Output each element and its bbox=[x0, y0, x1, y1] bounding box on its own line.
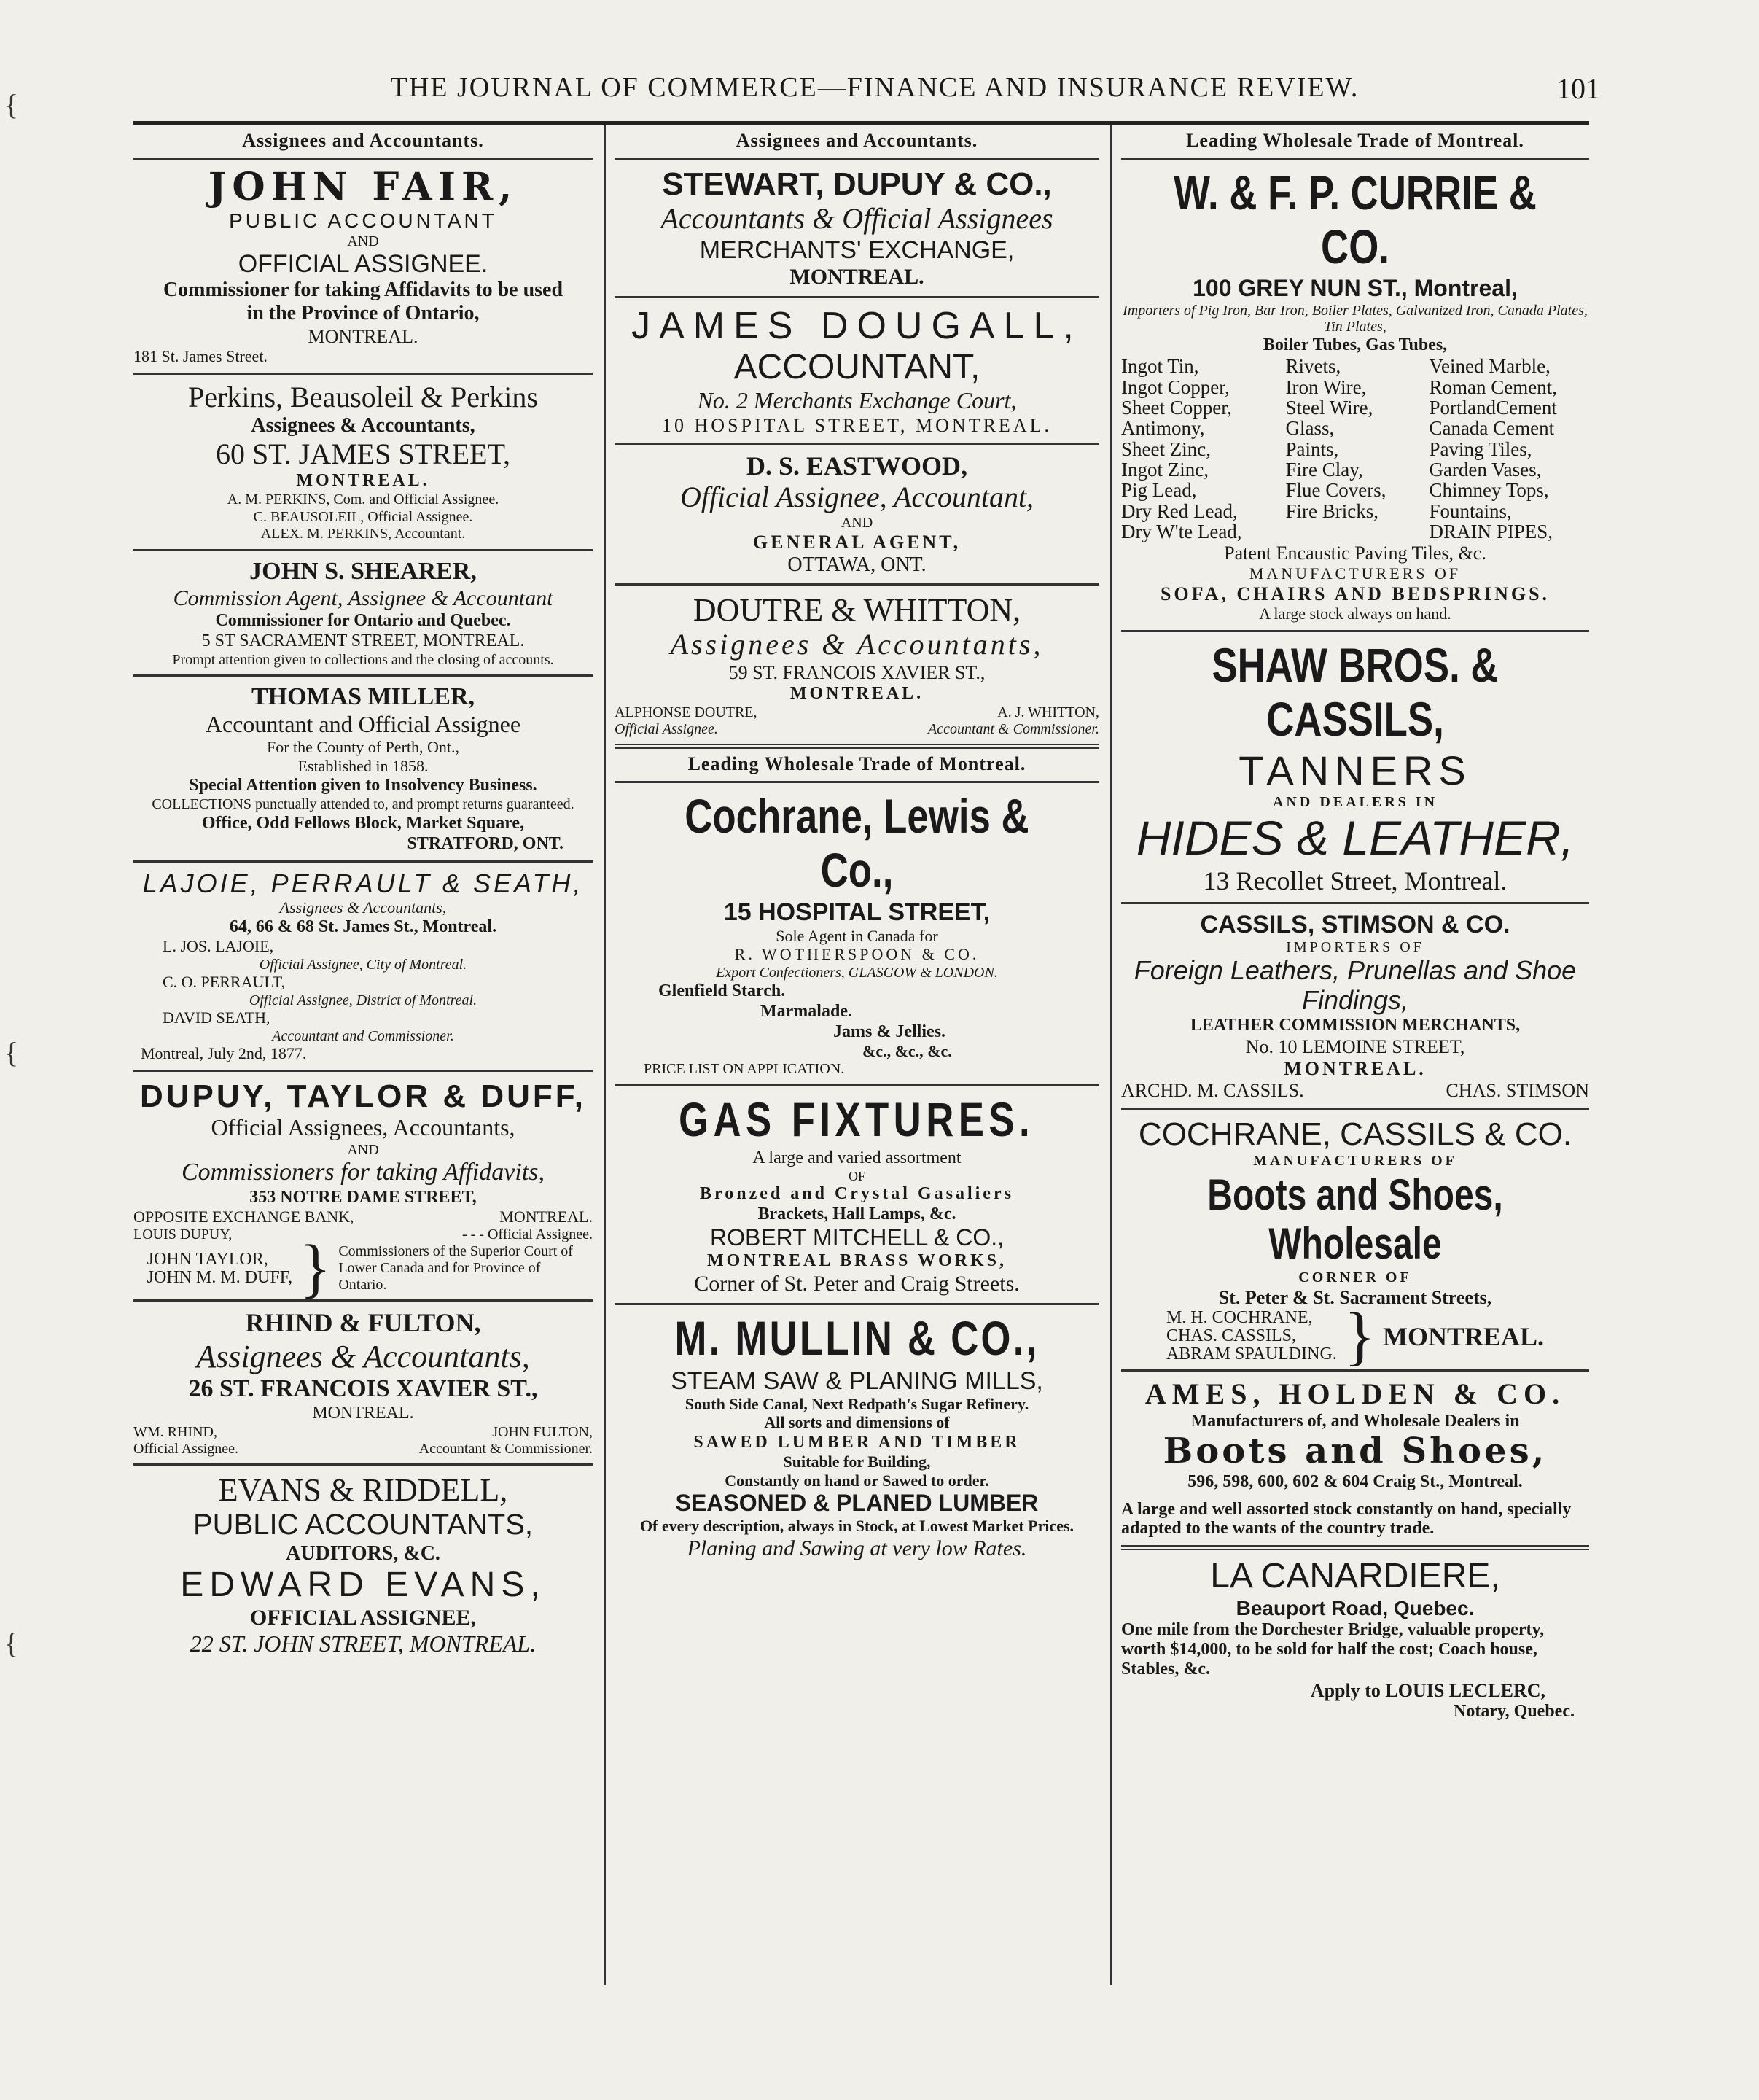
ad-line: Corner of St. Peter and Craig Streets. bbox=[694, 1272, 1020, 1296]
section-heading: Leading Wholesale Trade of Montreal. bbox=[615, 749, 1099, 783]
ad-line: Notary, Quebec. bbox=[1454, 1702, 1575, 1722]
ad-line: &c., &c., &c. bbox=[862, 1041, 952, 1060]
brace-glyph: } bbox=[300, 1232, 332, 1304]
section-heading: Leading Wholesale Trade of Montreal. bbox=[1121, 125, 1589, 160]
ad-title: JOHN FAIR, bbox=[208, 165, 518, 209]
ad-line: 22 ST. JOHN STREET, MONTREAL. bbox=[190, 1630, 537, 1657]
ad-line: Of every description, always in Stock, at Lowest Market Prices. bbox=[639, 1517, 1074, 1536]
ad-line: MONTREAL. bbox=[789, 683, 924, 703]
ad-rhind-fulton bbox=[133, 1302, 593, 1466]
column-divider bbox=[604, 125, 606, 1985]
ad-line: Accountant and Commissioner. bbox=[272, 1027, 454, 1044]
ad-line: Boiler Tubes, Gas Tubes, bbox=[1263, 335, 1448, 355]
ad-line: C. BEAUSOLEIL, Official Assignee. bbox=[253, 508, 473, 525]
goods-item: Sheet Zinc, bbox=[1121, 438, 1211, 460]
ad-line: JOHN M. M. DUFF, bbox=[147, 1267, 293, 1287]
ad-cochrane-lewis bbox=[615, 783, 1099, 1086]
ad-line: Sole Agent in Canada for bbox=[776, 926, 938, 945]
ad-line: 10 HOSPITAL STREET, MONTREAL. bbox=[662, 414, 1052, 436]
ad-line: Assignees & Accountants, bbox=[251, 414, 475, 438]
ad-evans-riddell bbox=[133, 1466, 593, 1664]
ad-line: STRATFORD, ONT. bbox=[407, 833, 563, 853]
binding-ornament-icon: { bbox=[4, 88, 19, 121]
ad-james-dougall bbox=[615, 298, 1099, 445]
ad-title: COCHRANE, CASSILS & CO. bbox=[1138, 1116, 1572, 1153]
ad-title: THOMAS MILLER, bbox=[251, 683, 475, 711]
ad-line: - - - Official Assignee. bbox=[461, 1226, 593, 1243]
ad-title: GAS FIXTURES. bbox=[679, 1092, 1035, 1146]
ad-line: Official Assignee, City of Montreal. bbox=[259, 956, 467, 973]
ad-title: RHIND & FULTON, bbox=[245, 1308, 481, 1338]
ad-thomas-miller bbox=[133, 677, 593, 862]
ad-line: For the County of Perth, Ont., bbox=[267, 738, 459, 757]
ad-line: A large and well assorted stock constantly on hand, specially adapted to the wants of the country trade. bbox=[1121, 1499, 1572, 1539]
ad-line: SOFA, CHAIRS AND BEDSPRINGS. bbox=[1160, 583, 1551, 605]
ad-line: Official Assignee. bbox=[615, 720, 718, 737]
ad-title: D. S. EASTWOOD, bbox=[746, 451, 968, 481]
goods-item: Ingot Tin, bbox=[1121, 355, 1199, 378]
goods-item: Chimney Tops, bbox=[1429, 479, 1549, 502]
ad-line: 59 ST. FRANCOIS XAVIER ST., bbox=[728, 661, 986, 683]
ad-line: STEAM SAW & PLANING MILLS, bbox=[671, 1366, 1043, 1395]
ad-title: AMES, HOLDEN & CO. bbox=[1144, 1377, 1566, 1411]
goods-item: Ingot Zinc, bbox=[1121, 459, 1209, 481]
ad-line: ARCHD. M. CASSILS. bbox=[1121, 1080, 1304, 1102]
ad-line: No. 10 LEMOINE STREET, bbox=[1245, 1035, 1465, 1057]
ad-line: Commissioner for Ontario and Quebec. bbox=[215, 611, 511, 631]
ad-line: CHAS. CASSILS, bbox=[1166, 1326, 1297, 1345]
ad-line: Apply to LOUIS LECLERC, bbox=[1310, 1680, 1545, 1702]
ad-line: Commission Agent, Assignee & Accountant bbox=[173, 586, 553, 610]
ad-line: OFFICIAL ASSIGNEE. bbox=[238, 249, 488, 278]
ad-line: Assignees & Accountants, bbox=[279, 898, 447, 917]
column-2 bbox=[615, 125, 1099, 1991]
ad-line: in the Province of Ontario, bbox=[246, 302, 480, 325]
ad-line: St. Peter & St. Sacrament Streets, bbox=[1218, 1286, 1492, 1308]
ad-line: Assignees & Accountants, bbox=[670, 627, 1044, 661]
ad-line: Boots and Shoes, Wholesale bbox=[1207, 1170, 1503, 1269]
goods-list bbox=[1121, 356, 1589, 542]
ad-line: ROBERT MITCHELL & CO., bbox=[709, 1224, 1005, 1251]
ad-line: AND DEALERS IN bbox=[1272, 794, 1438, 811]
ad-line: Accountant & Commissioner. bbox=[418, 1440, 593, 1457]
ad-line: MONTREAL. bbox=[296, 471, 430, 491]
ad-line: R. WOTHERSPOON & CO. bbox=[734, 945, 980, 964]
ad-line: ALPHONSE DOUTRE, bbox=[615, 704, 757, 720]
goods-item bbox=[1286, 521, 1425, 542]
ad-title: LAJOIE, PERRAULT & SEATH, bbox=[142, 868, 584, 898]
page-number: 101 bbox=[1556, 72, 1600, 105]
ad-lajoie bbox=[133, 863, 593, 1072]
ad-line: Commissioners for taking Affidavits, bbox=[181, 1159, 545, 1186]
ad-line: 60 ST. JAMES STREET, bbox=[215, 437, 511, 470]
ad-line: MONTREAL. bbox=[499, 1208, 593, 1226]
ad-title: EVANS & RIDDELL, bbox=[218, 1471, 508, 1508]
goods-item: DRAIN PIPES, bbox=[1429, 521, 1553, 543]
ad-line: ALEX. M. PERKINS, Accountant. bbox=[260, 526, 466, 542]
ad-stewart-dupuy bbox=[615, 160, 1099, 298]
ad-eastwood bbox=[615, 445, 1099, 586]
ad-line: Boots and Shoes, bbox=[1163, 1430, 1548, 1471]
ad-line: 596, 598, 600, 602 & 604 Craig St., Montreal. bbox=[1187, 1471, 1523, 1491]
ad-line: Commissioner for taking Affidavits to be used bbox=[163, 279, 563, 302]
goods-item: Glass, bbox=[1285, 417, 1335, 440]
ad-title: JOHN S. SHEARER, bbox=[249, 557, 477, 585]
ad-line: AND bbox=[841, 514, 873, 531]
ad-line: Export Confectioners, GLASGOW & LONDON. bbox=[716, 964, 998, 981]
brace-glyph: } bbox=[1343, 1299, 1376, 1372]
ad-line: MONTREAL. bbox=[1284, 1058, 1427, 1080]
goods-item: Canada Cement bbox=[1429, 417, 1555, 440]
goods-item: Dry W'te Lead, bbox=[1121, 521, 1242, 543]
goods-item: Veined Marble, bbox=[1429, 355, 1551, 378]
ad-line: Planing and Sawing at very low Rates. bbox=[687, 1536, 1027, 1560]
goods-item: Garden Vases, bbox=[1429, 459, 1542, 481]
ad-perkins bbox=[133, 375, 593, 551]
ad-line: Brackets, Hall Lamps, &c. bbox=[757, 1204, 956, 1224]
ad-line: COLLECTIONS punctually attended to, and prompt returns guaranteed. bbox=[152, 796, 574, 813]
ad-line: Suitable for Building, bbox=[783, 1452, 931, 1471]
ad-cassils-stimson bbox=[1121, 904, 1589, 1110]
goods-item: Pig Lead, bbox=[1121, 479, 1197, 502]
ad-dupuy-taylor bbox=[133, 1072, 593, 1302]
ad-line: OPPOSITE EXCHANGE BANK, bbox=[133, 1208, 354, 1226]
ad-line: A. M. PERKINS, Com. and Official Assignee. bbox=[227, 491, 499, 508]
ad-line: 100 GREY NUN ST., Montreal, bbox=[1193, 274, 1518, 301]
goods-item: Fountains, bbox=[1429, 499, 1512, 522]
ad-line: MONTREAL. bbox=[789, 265, 924, 289]
ad-address: 181 St. James Street. bbox=[133, 346, 268, 365]
ad-line: LOUIS DUPUY, bbox=[133, 1226, 233, 1243]
ad-line: MANUFACTURERS OF bbox=[1249, 564, 1462, 583]
goods-item: Sheet Copper, bbox=[1121, 396, 1232, 419]
ad-line: Patent Encaustic Paving Tiles, &c. bbox=[1224, 542, 1486, 564]
ad-title: W. & F. P. CURRIE & CO. bbox=[1174, 166, 1537, 273]
ad-title: STEWART, DUPUY & CO., bbox=[662, 166, 1052, 202]
goods-item: Roman Cement, bbox=[1429, 376, 1557, 398]
ad-title: SHAW BROS. & CASSILS, bbox=[1212, 637, 1499, 746]
ad-line: Jams & Jellies. bbox=[833, 1022, 945, 1041]
goods-item: Flue Covers, bbox=[1285, 479, 1386, 502]
ad-line: 26 ST. FRANCOIS XAVIER ST., bbox=[188, 1375, 538, 1402]
ad-line: HIDES & LEATHER, bbox=[1136, 810, 1575, 865]
ad-line: WM. RHIND, bbox=[133, 1423, 217, 1440]
ad-line: AND bbox=[347, 1142, 379, 1159]
ad-title: CASSILS, STIMSON & CO. bbox=[1200, 911, 1510, 938]
ad-line: DAVID SEATH, bbox=[163, 1008, 270, 1027]
ad-line: A large and varied assortment bbox=[752, 1148, 962, 1167]
ad-line: No. 2 Merchants Exchange Court, bbox=[697, 386, 1017, 413]
ad-line: ABRAM SPAULDING. bbox=[1166, 1345, 1337, 1364]
goods-item: Rivets, bbox=[1285, 355, 1341, 378]
ad-line: Importers of Pig Iron, Bar Iron, Boiler Plates, Galvanized Iron, Canada Plates, Tin Plates, bbox=[1123, 302, 1588, 335]
ad-line: L. JOS. LAJOIE, bbox=[163, 937, 274, 956]
ad-line: Accountant and Official Assignee bbox=[205, 711, 521, 738]
ad-line: MANUFACTURERS OF bbox=[1253, 1153, 1457, 1170]
ad-shearer bbox=[133, 551, 593, 677]
ad-line: Prompt attention given to collections and the closing of accounts. bbox=[172, 651, 554, 668]
column-1 bbox=[133, 125, 593, 1991]
ad-line: SEASONED & PLANED LUMBER bbox=[675, 1490, 1039, 1517]
ad-line: MONTREAL. bbox=[312, 1404, 414, 1423]
ad-line: Constantly on hand or Sawed to order. bbox=[725, 1471, 989, 1490]
ad-line: LEATHER COMMISSION MERCHANTS, bbox=[1190, 1016, 1521, 1035]
ad-line: IMPORTERS OF bbox=[1286, 939, 1424, 956]
ad-line: ACCOUNTANT, bbox=[733, 347, 980, 386]
goods-item: Antimony, bbox=[1121, 417, 1205, 440]
ad-john-fair bbox=[133, 160, 593, 375]
column-3 bbox=[1121, 125, 1589, 1991]
column-divider bbox=[1110, 125, 1112, 1985]
ad-line: GENERAL AGENT, bbox=[752, 532, 962, 553]
ad-line: 13 Recollet Street, Montreal. bbox=[1203, 866, 1508, 895]
ad-line: MONTREAL. bbox=[308, 325, 418, 347]
ad-line: OF bbox=[848, 1168, 865, 1183]
ad-line: 5 ST SACRAMENT STREET, MONTREAL. bbox=[201, 631, 525, 651]
ad-line: Accountant & Commissioner. bbox=[928, 720, 1099, 737]
ad-line: Marmalade. bbox=[760, 1002, 852, 1022]
ad-line: Manufacturers of, and Wholesale Dealers in bbox=[1190, 1412, 1520, 1431]
ad-line: Official Assignees, Accountants, bbox=[211, 1114, 515, 1141]
binding-ornament-icon: { bbox=[4, 1036, 19, 1069]
ad-line: Assignees & Accountants, bbox=[196, 1338, 530, 1374]
ad-line: C. O. PERRAULT, bbox=[163, 973, 286, 992]
goods-item: Paints, bbox=[1285, 438, 1339, 460]
section-heading: Assignees and Accountants. bbox=[133, 125, 593, 160]
ad-line: JOHN TAYLOR, bbox=[147, 1249, 268, 1269]
section-heading: Assignees and Accountants. bbox=[615, 125, 1099, 160]
ad-line: AND bbox=[347, 233, 379, 249]
ad-line: 353 NOTRE DAME STREET, bbox=[249, 1187, 477, 1207]
ad-line: A large stock always on hand. bbox=[1259, 604, 1451, 623]
goods-item: Paving Tiles, bbox=[1429, 438, 1532, 460]
goods-item: PortlandCement bbox=[1429, 396, 1557, 419]
ad-line: CHAS. STIMSON bbox=[1446, 1080, 1589, 1102]
goods-item: Fire Clay, bbox=[1285, 459, 1363, 481]
ad-title: LA CANARDIERE, bbox=[1210, 1557, 1500, 1596]
goods-item: Ingot Copper, bbox=[1121, 376, 1230, 398]
ad-title: Perkins, Beausoleil & Perkins bbox=[188, 380, 538, 413]
ad-line: One mile from the Dorchester Bridge, valuable property, worth $14,000, to be sold for half the cost; Coach house, Stables, &c. bbox=[1121, 1620, 1545, 1679]
ad-line: PRICE LIST ON APPLICATION. bbox=[644, 1061, 845, 1078]
ad-line: Established in 1858. bbox=[297, 756, 429, 775]
ad-line: Bronzed and Crystal Gasaliers bbox=[700, 1183, 1014, 1203]
ad-line: Beauport Road, Quebec. bbox=[1236, 1597, 1475, 1620]
ad-line: PUBLIC ACCOUNTANT bbox=[229, 209, 497, 233]
ad-gas-fixtures bbox=[615, 1086, 1099, 1305]
ad-ames-holden bbox=[1121, 1372, 1589, 1550]
ad-title: DOUTRE & WHITTON, bbox=[693, 591, 1021, 628]
ad-line: South Side Canal, Next Redpath's Sugar Refinery. bbox=[685, 1394, 1029, 1413]
ad-line: JOHN FULTON, bbox=[492, 1423, 593, 1440]
ad-shaw-bros bbox=[1121, 632, 1589, 904]
ad-line: Montreal, July 2nd, 1877. bbox=[141, 1044, 307, 1063]
ad-line: M. H. COCHRANE, bbox=[1166, 1307, 1313, 1327]
ad-title: JAMES DOUGALL, bbox=[631, 304, 1083, 347]
ad-line: MONTREAL. bbox=[1383, 1321, 1545, 1351]
ad-line: AUDITORS, &C. bbox=[286, 1542, 440, 1566]
goods-item: Steel Wire, bbox=[1285, 396, 1373, 419]
binding-ornament-icon: { bbox=[4, 1627, 19, 1660]
page-header-title: THE JOURNAL OF COMMERCE—FINANCE AND INSURANCE REVIEW. bbox=[390, 72, 1360, 103]
ad-line: Official Assignee. bbox=[133, 1440, 239, 1457]
ad-line: Glenfield Starch. bbox=[658, 981, 786, 1001]
ad-line: All sorts and dimensions of bbox=[764, 1413, 950, 1432]
ad-line: Special Attention given to Insolvency Business. bbox=[189, 776, 537, 796]
ad-title: M. MULLIN & CO., bbox=[674, 1310, 1040, 1365]
ad-la-canardiere bbox=[1121, 1550, 1589, 1728]
ad-doutre-whitton bbox=[615, 586, 1099, 749]
ad-line: 64, 66 & 68 St. James St., Montreal. bbox=[229, 917, 497, 937]
ad-line: TANNERS bbox=[1239, 747, 1472, 793]
ad-line: MONTREAL BRASS WORKS, bbox=[707, 1251, 1007, 1271]
ad-title: Cochrane, Lewis & Co., bbox=[685, 788, 1029, 897]
ad-line: Official Assignee, Accountant, bbox=[679, 480, 1034, 513]
ad-line: Commissioners of the Superior Court of Lower Canada and for Province of Ontario. bbox=[338, 1243, 573, 1294]
goods-item: Dry Red Lead, bbox=[1121, 499, 1238, 522]
ad-line: OTTAWA, ONT. bbox=[787, 553, 927, 577]
ad-line: A. J. WHITTON, bbox=[997, 704, 1099, 720]
ad-line: MERCHANTS' EXCHANGE, bbox=[699, 236, 1015, 265]
ad-line: 15 HOSPITAL STREET, bbox=[723, 898, 991, 927]
ad-line: OFFICIAL ASSIGNEE, bbox=[249, 1606, 477, 1630]
ad-line: Accountants & Official Assignees bbox=[660, 202, 1053, 236]
ad-currie bbox=[1121, 160, 1589, 632]
ad-line: PUBLIC ACCOUNTANTS, bbox=[193, 1509, 533, 1541]
goods-item: Fire Bricks, bbox=[1285, 499, 1379, 522]
header-rule bbox=[133, 121, 1589, 125]
ad-cochrane-cassils bbox=[1121, 1110, 1589, 1372]
ad-line: Official Assignee, District of Montreal. bbox=[249, 992, 477, 1008]
ad-line: Office, Odd Fellows Block, Market Square, bbox=[201, 813, 525, 833]
ad-line: Foreign Leathers, Prunellas and Shoe Findings, bbox=[1134, 955, 1577, 1015]
ad-title: DUPUY, TAYLOR & DUFF, bbox=[139, 1078, 587, 1114]
ad-line: CORNER OF bbox=[1298, 1269, 1412, 1286]
ad-line: SAWED LUMBER AND TIMBER bbox=[693, 1433, 1021, 1452]
ad-mullin bbox=[615, 1305, 1099, 1567]
ad-line: EDWARD EVANS, bbox=[180, 1566, 546, 1605]
goods-item: Iron Wire, bbox=[1285, 376, 1367, 398]
